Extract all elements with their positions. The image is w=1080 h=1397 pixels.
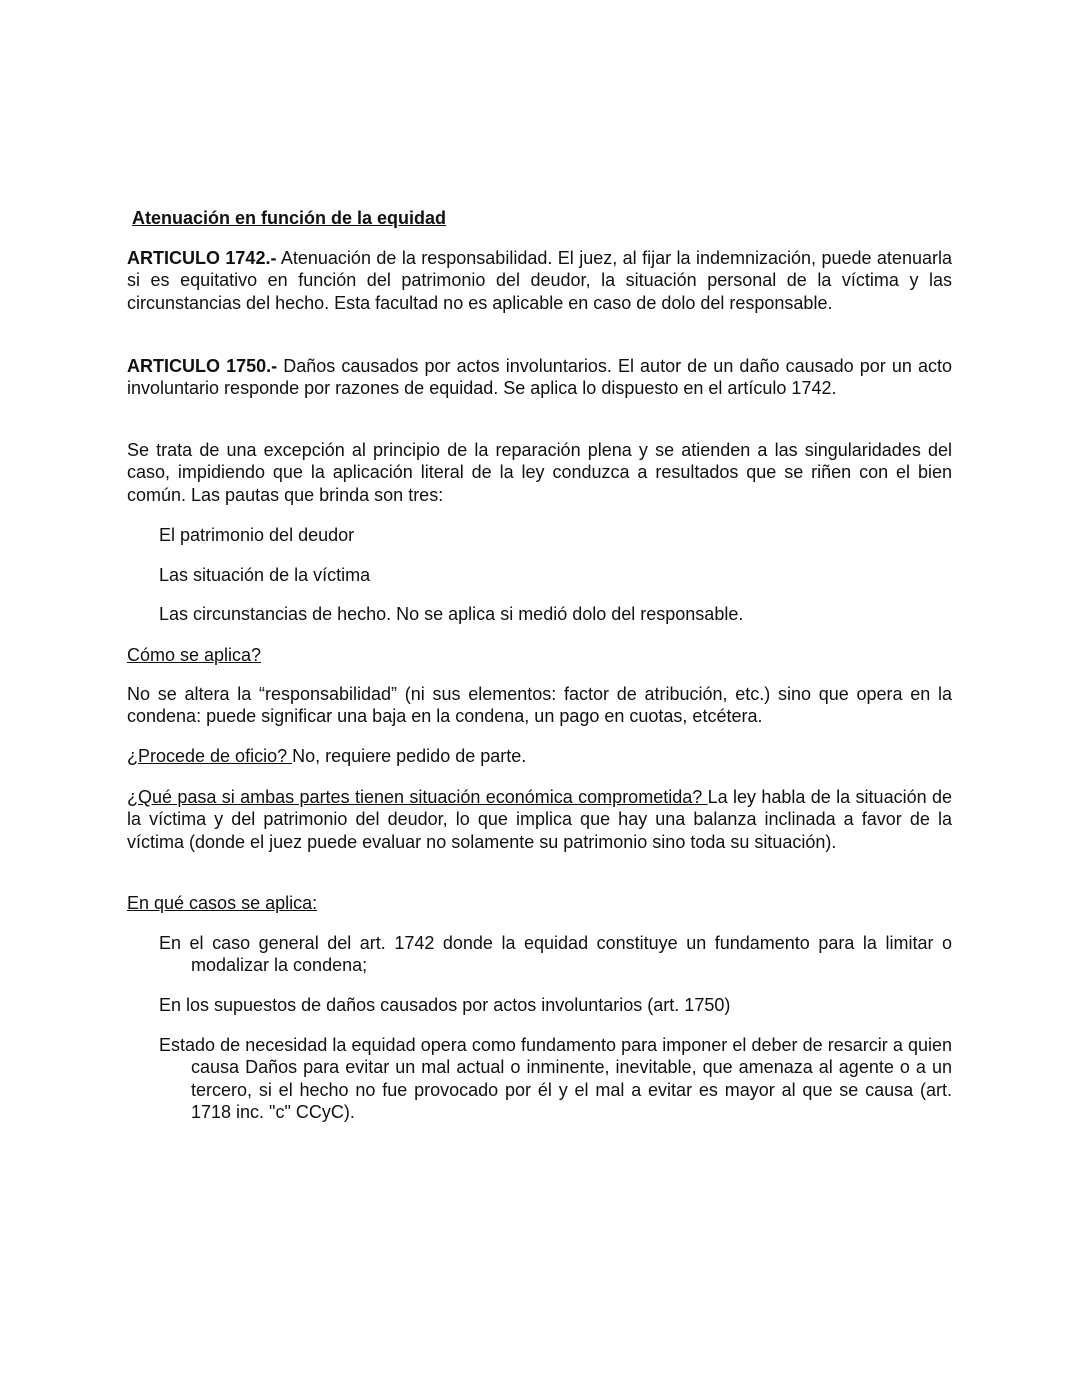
caso-item: Estado de necesidad la equidad opera como fundamento para imponer el deber de resarcir a quien causa Daños para evitar un mal actual o inminente, inevitable, que amenaza al agente o a un tercero, si el hecho no fue provocado por él y el mal a evitar es mayor al que se causa (art. 1718 inc. "c" CCyC). — [159, 1035, 952, 1122]
section-heading-text: Atenuación en función de la equidad — [132, 208, 447, 228]
article-label: ARTICULO 1750.- — [127, 356, 278, 376]
caso-item: En los supuestos de daños causados por actos involuntarios (art. 1750) — [159, 995, 731, 1015]
pauta-item: El patrimonio del deudor — [159, 525, 355, 545]
como-paragraph: No se altera la “responsabilidad” (ni sus elementos: factor de atribución, etc.) sino que opera en la condena: puede significar una baja en la condena, un pago en cuotas, etcétera. — [127, 684, 952, 727]
article-text: Atenuación de la responsabilidad. El juez, al fijar la indemnización, puede atenuarla si es equitativo en función del patrimonio del deudor, la situación personal de la víctima y las circunstancias del hecho. Esta facultad no es aplicable en caso de dolo del responsable. — [127, 248, 952, 313]
article-1742 — [127, 247, 952, 314]
oficio-answer: No, requiere pedido de parte. — [292, 746, 527, 766]
section-heading — [132, 207, 957, 229]
pauta-item: Las situación de la víctima — [159, 565, 371, 585]
article-1750 — [127, 355, 952, 400]
ambas-answer: La ley habla de la situación de la víctima y del patrimonio del deudor, lo que implica que hay una balanza inclinada a favor de la víctima (donde el juez puede evaluar no solamente su patrimonio sino toda su situación). — [127, 787, 952, 852]
casos-heading: En qué casos se aplica: — [127, 893, 318, 913]
oficio-paragraph — [127, 745, 952, 767]
oficio-question: ¿Procede de oficio? — [127, 746, 293, 766]
ambas-paragraph — [127, 786, 952, 853]
article-text: Daños causados por actos involuntarios. El autor de un daño causado por un acto involuntario responde por razones de equidad. Se aplica lo dispuesto en el artículo 1742. — [127, 356, 952, 399]
como-heading: Cómo se aplica? — [127, 645, 262, 665]
ambas-question: ¿Qué pasa si ambas partes tienen situación económica comprometida? — [127, 787, 708, 807]
pauta-item: Las circunstancias de hecho. No se aplica si medió dolo del responsable. — [159, 604, 744, 624]
intro-paragraph: Se trata de una excepción al principio de la reparación plena y se atienden a las singularidades del caso, impidiendo que la aplicación literal de la ley conduzca a resultados que se riñen con el bien común. Las pautas que brinda son tres: — [127, 440, 952, 505]
article-label: ARTICULO 1742.- — [127, 248, 277, 268]
caso-item: En el caso general del art. 1742 donde la equidad constituye un fundamento para la limitar o modalizar la condena; — [159, 933, 952, 976]
